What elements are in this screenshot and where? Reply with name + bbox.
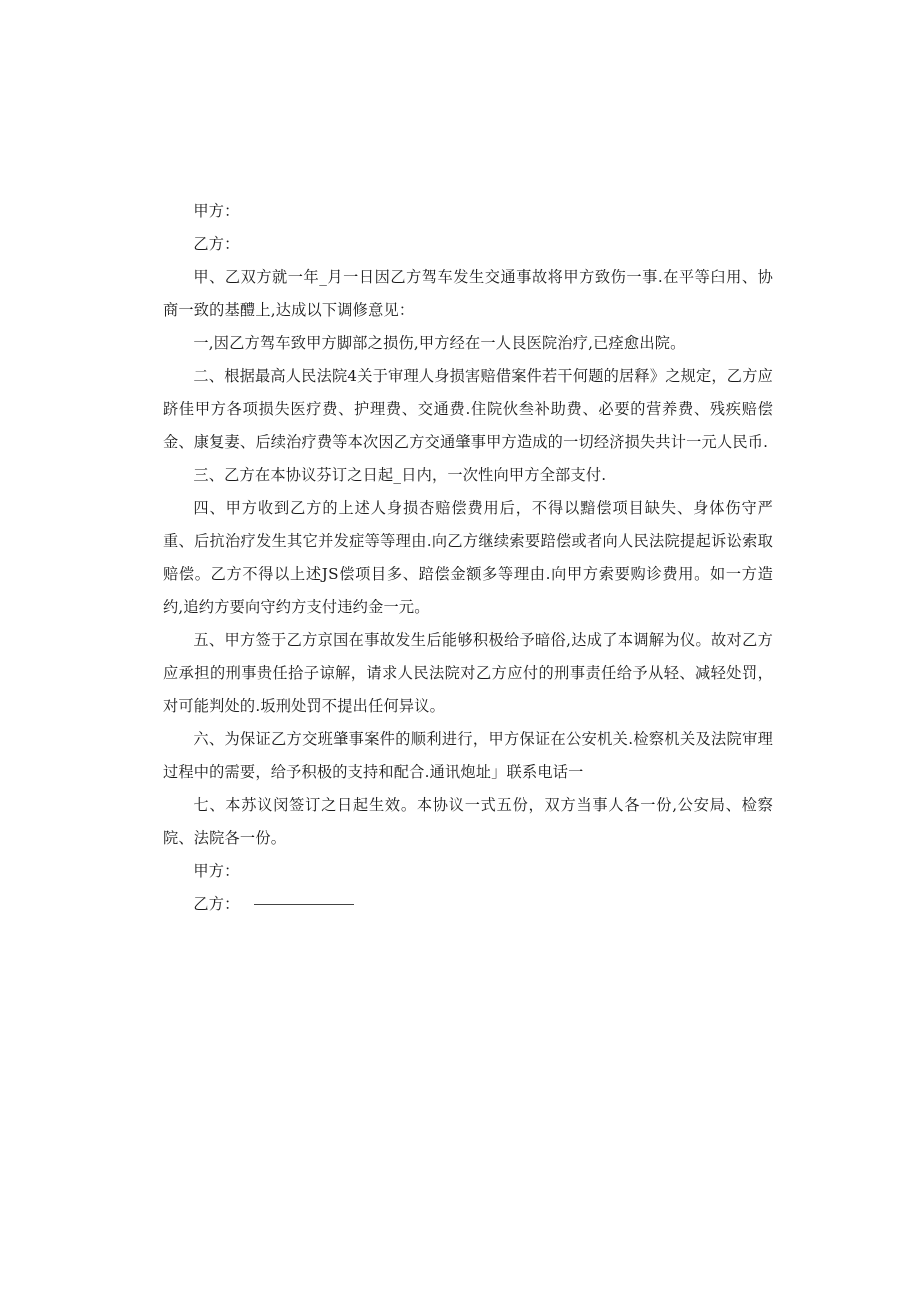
header-party-a: 甲方： — [193, 202, 240, 220]
signature-blank-line — [254, 903, 354, 905]
paragraph-clause-1: 一,因乙方驾车致甲方脚部之损伤,甲方经在一人艮医院治疗,已痊愈出院。 — [193, 334, 686, 352]
paragraph-clause-7: 七、本苏议闵签订之日起生效。本协议一式五份，双方当事人各一份,公安局、检察院、法院各一份。 — [163, 796, 773, 847]
paragraph-clause-6: 六、为保证乙方交班肇事案件的顺利进行，甲方保证在公安机关.检察机关及法院审理过程中的需要，给予积极的支持和配合.通讯炮址」联系电话一 — [163, 730, 773, 781]
paragraph-clause-3: 三、乙方在本协议芬订之日起_日内，一次性向甲方全部支付. — [193, 466, 607, 484]
footer-party-b-row — [163, 888, 773, 921]
paragraph-intro: 甲、乙双方就一年_月一日因乙方驾车发生交通事故将甲方致伤一事.在平等臼用、协商一致的基醴上,达成以下调修意见： — [163, 268, 773, 319]
paragraph-clause-2: 二、根据最高人民法院4关于审理人身损害赔借案件若干何题的居释》之规定，乙方应跻佳甲方各项损失医疗费、护理费、交通费.住院伙叁补助费、必要的营养费、残疾赔偿金、康复妻、后续治疗费等本次因乙方交通肇事甲方造成的一切经济损失共计一元人民币. — [163, 367, 773, 451]
paragraph-clause-4: 四、甲方收到乙方的上述人身损杏赔偿费用后，不得以黯偿项目缺失、身体伤守严重、后抗治疗发生其它并发症等等理由.向乙方继续索要踣偿或者向人民法院提起诉讼索取赔偿。乙方不得以上述JS偿项目多、踣偿金额多等理由.向甲方索要购诊费用。如一方造约,追约方要向守约方支付违约金一元。 — [163, 499, 773, 616]
agreement-document — [163, 195, 773, 921]
footer-party-a: 甲方： — [193, 862, 240, 880]
header-party-b: 乙方： — [193, 235, 240, 253]
paragraph-clause-5: 五、甲方签于乙方京国在事故发生后能够积极给予暗俗,达成了本调解为仪。故对乙方应承担的刑事贵任拾子谅解，请求人民法院对乙方应付的刑事责任给予从轻、减轻处罚，对可能判处的.坂刑处罚不提出任何异议。 — [163, 631, 773, 715]
footer-party-b: 乙方： — [193, 895, 240, 913]
